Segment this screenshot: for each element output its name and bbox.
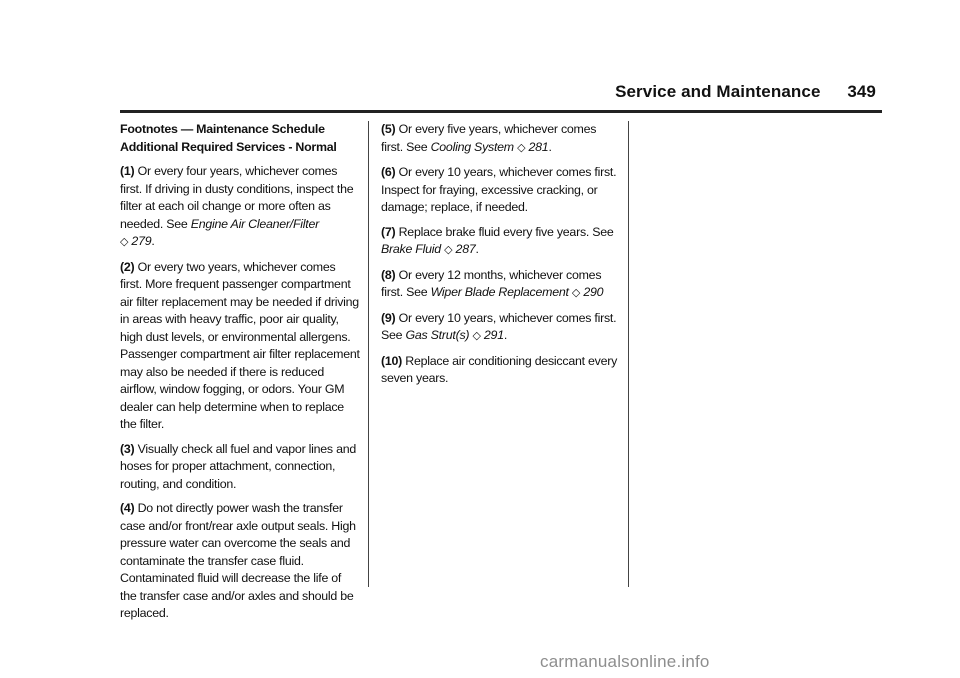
footnote-number: (2) [120,259,135,274]
page-ref-number[interactable]: 287 [455,242,476,256]
footnote-number: (4) [120,501,135,515]
cross-reference-link[interactable]: Wiper Blade Replacement [430,285,569,299]
page-ref-icon: ◇ [517,141,526,154]
cross-reference-link[interactable]: Cooling System [430,139,514,154]
footnote-number: (8) [381,267,396,282]
footnote-text: Do not directly power wash the transfer case and/or front/rear axle output seals. High pressure water can overcome the seals and contaminate the transfer case fluid. Contaminated fluid will decrease the life of the transfer case and/or axles and should be replaced. [120,501,356,620]
page-ref-icon: ◇ [120,236,129,248]
footnote-number: (6) [381,165,396,179]
column-divider-left [368,121,369,587]
footnote-end: . [503,328,508,342]
text-column-left [120,121,360,630]
cross-reference-link[interactable]: Gas Strut(s) [405,328,470,342]
footnote-text: Or every four years, whichever comes first. If driving in dusty conditions, inspect the filter at each oil change or more often as needed. See [120,164,354,231]
page-ref-number[interactable]: 279 [131,234,152,248]
footnote-number: (3) [120,441,135,456]
footnote-number: (5) [381,122,396,136]
footnote-end: . [475,242,479,256]
footnote-text: Or every five years, whichever comes first. See [381,122,597,154]
footnote-number: (7) [381,224,396,239]
heading-line-1: Footnotes — Maintenance Schedule [120,122,325,136]
footnote-text: Replace brake fluid every five years. See [398,224,614,239]
footnote-text: Visually check all fuel and vapor lines and hoses for proper attachment, connection, routing, and condition. [120,441,356,491]
footnote-end: . [151,234,155,248]
footnote-5 [381,121,621,157]
footnote-2 [120,259,360,434]
footnote-text: Or every 10 years, whichever comes first. See [381,310,617,342]
footnote-text: Or every 10 years, whichever comes first. Inspect for fraying, excessive cracking, or damage; replace, if needed. [381,165,617,214]
footnote-1 [120,163,360,252]
header-rule [120,110,882,113]
footnote-4 [120,500,360,623]
page-ref-number[interactable]: 290 [583,285,604,299]
footnote-number: (1) [120,164,135,178]
page-ref-number[interactable]: 291 [483,328,504,342]
cross-reference-link[interactable]: Brake Fluid [381,242,441,256]
footnote-end: . [548,139,552,154]
page-ref-icon: ◇ [472,330,481,342]
column-divider-right [628,121,629,587]
page-ref-icon: ◇ [571,287,581,299]
footnote-6 [381,164,621,217]
footnote-number: (10) [381,353,403,368]
page-header [615,82,876,102]
footnote-number: (9) [381,310,396,325]
watermark-text: carmanualsonline.info [540,652,710,671]
footnote-10 [381,353,621,388]
footnote-8 [381,267,621,303]
footnotes-heading [120,121,360,156]
footnote-3 [120,441,360,494]
page-number: 349 [847,82,876,101]
heading-line-2: Additional Required Services - Normal [120,139,337,154]
footnote-text: Or every two years, whichever comes first. More frequent passenger compartment air filter replacement may be needed if driving in areas with heavy traffic, poor air quality, high dust levels, or environmental allergens. Passenger compartment air filter replacement may also be needed if there is reduced airflow, window fogging, or odors. Your GM dealer can help determine when to replace the filter. [120,259,360,431]
cross-reference-link[interactable]: Engine Air Cleaner/Filter [190,216,320,231]
footnote-text: Or every 12 months, whichever comes first. See [381,267,602,299]
footnote-7 [381,224,621,260]
page-ref-number[interactable]: 281 [528,139,549,154]
text-column-middle [381,121,621,395]
footnote-text: Replace air conditioning desiccant every seven years. [381,353,618,385]
page-ref-icon: ◇ [444,244,453,256]
footnote-9 [381,310,621,346]
section-title: Service and Maintenance [615,82,821,101]
